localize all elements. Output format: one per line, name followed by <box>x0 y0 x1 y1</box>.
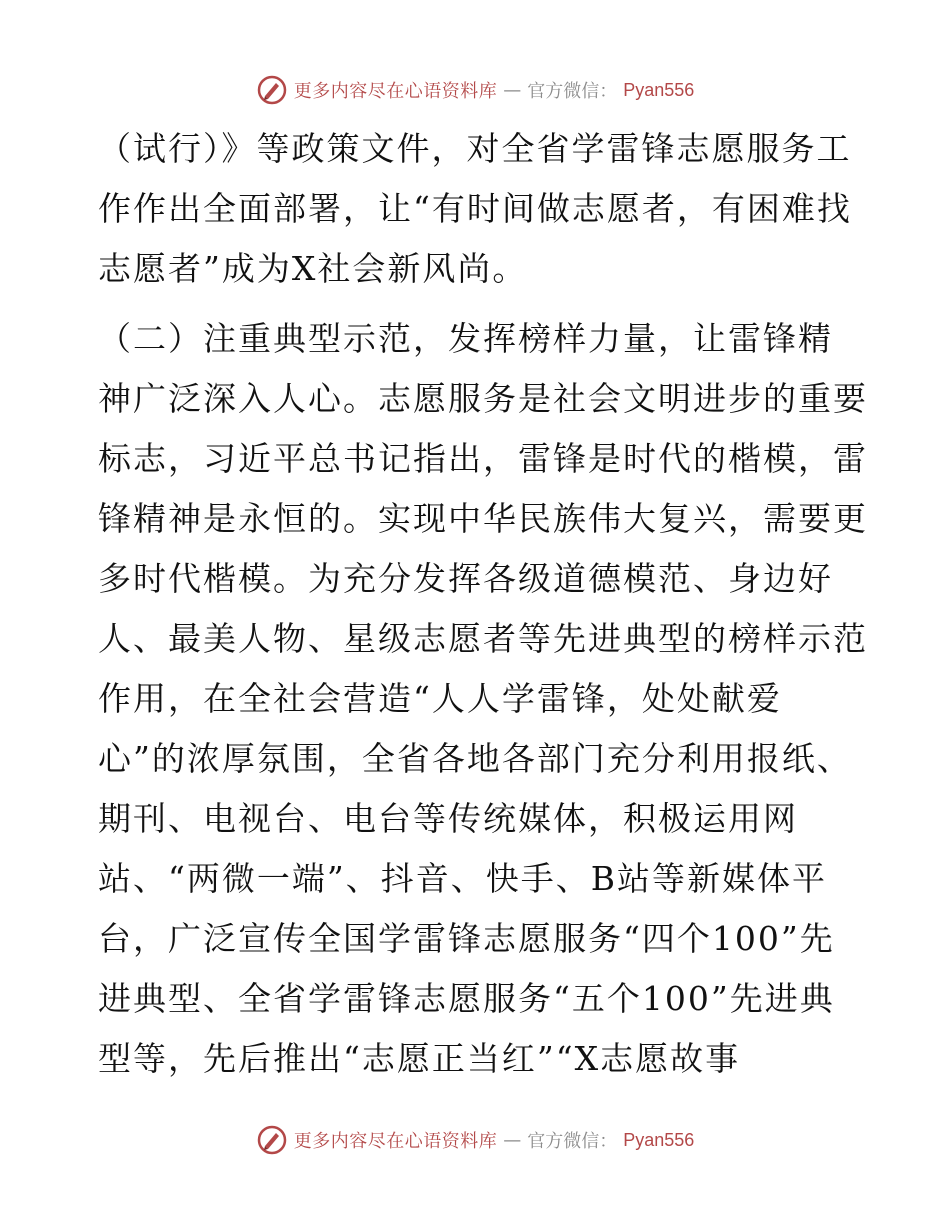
text-line: 心”的浓厚氛围，全省各地各部门充分利用报纸、 <box>98 739 852 778</box>
text-line: （试行）》等政策文件，对全省学雷锋志愿服务工 <box>98 129 852 168</box>
watermark-text: 更多内容尽在心语资料库 <box>293 81 498 102</box>
footer-watermark <box>0 1120 950 1160</box>
text-line: （二）注重典型示范，发挥榜样力量，让雷锋精 <box>98 319 833 358</box>
watermark-label: 官方微信： <box>527 1131 618 1152</box>
text-line: 进典型、全省学雷锋志愿服务“五个100”先进典 <box>98 979 835 1018</box>
watermark-label: 官方微信： <box>527 81 618 102</box>
text-line: 标志，习近平总书记指出，雷锋是时代的楷模，雷 <box>98 439 868 478</box>
text-line: 作作出全面部署，让“有时间做志愿者，有困难找 <box>98 189 852 228</box>
watermark-id: Pyan556 <box>623 1129 695 1150</box>
pen-logo-icon <box>256 74 288 106</box>
text-line: 站、“两微一端”、抖音、快手、B站等新媒体平 <box>98 859 827 898</box>
watermark-text: 更多内容尽在心语资料库 <box>293 1131 498 1152</box>
text-line: 型等，先后推出“志愿正当红”“X志愿故事 <box>98 1039 741 1078</box>
text-line: 人、最美人物、星级志愿者等先进典型的榜样示范 <box>98 619 868 658</box>
watermark-id: Pyan556 <box>623 79 695 100</box>
header-watermark <box>0 70 950 110</box>
text-line: 志愿者”成为X社会新风尚。 <box>98 249 528 288</box>
watermark-dash: — <box>503 1129 522 1151</box>
pen-logo-icon <box>256 1124 288 1156</box>
text-line: 台，广泛宣传全国学雷锋志愿服务“四个100”先 <box>98 919 835 958</box>
text-line: 期刊、电视台、电台等传统媒体，积极运用网 <box>98 799 798 838</box>
text-line: 多时代楷模。为充分发挥各级道德模范、身边好 <box>98 559 833 598</box>
text-line: 神广泛深入人心。志愿服务是社会文明进步的重要 <box>98 379 868 418</box>
text-line: 锋精神是永恒的。实现中华民族伟大复兴，需要更 <box>98 499 868 538</box>
watermark-dash: — <box>503 79 522 101</box>
text-line: 作用，在全社会营造“人人学雷锋，处处献爱 <box>98 679 782 718</box>
